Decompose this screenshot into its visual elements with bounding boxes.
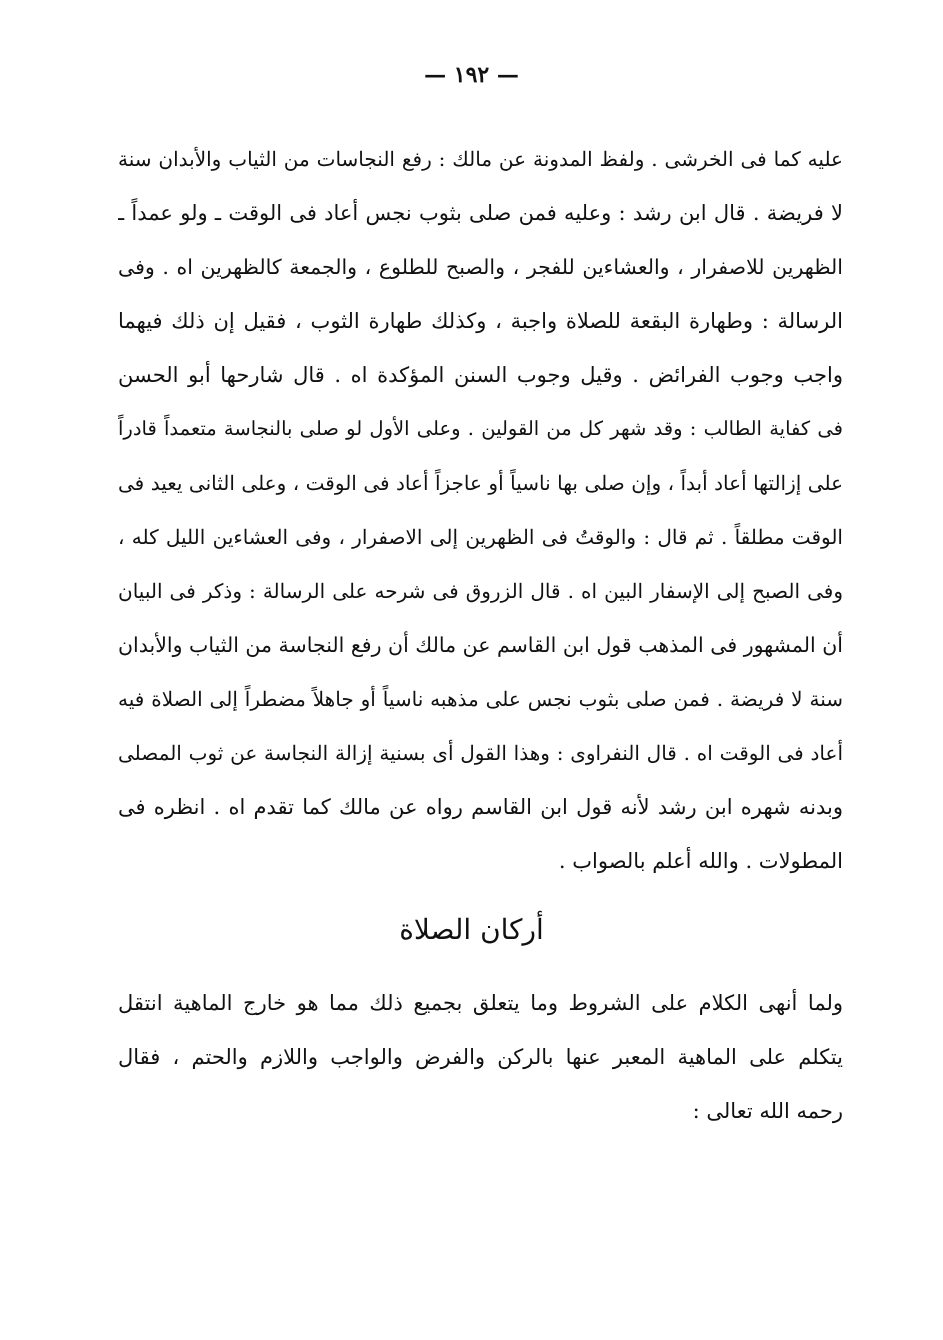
text-line: واجب وجوب الفرائض . وقيل وجوب السنن المؤكدة اه . قال شارحها أبو الحسن: [118, 363, 843, 387]
text-line: يتكلم على الماهية المعبر عنها بالركن والفرض والواجب واللازم والحتم ، فقال: [118, 1045, 843, 1069]
text-line: عليه كما فى الخرشى . ولفظ المدونة عن مالك : رفع النجاسات من الثياب والأبدان سنة: [118, 147, 843, 171]
text-line: على إزالتها أعاد أبداً ، وإن صلى بها ناسياً أو عاجزاً أعاد فى الوقت ، وعلى الثانى يعيد فى: [118, 471, 843, 495]
text-line: الرسالة : وطهارة البقعة للصلاة واجبة ، وكذلك طهارة الثوب ، فقيل إن ذلك فيهما: [118, 309, 843, 333]
text-line: ولما أنهى الكلام على الشروط وما يتعلق بجميع ذلك مما هو خارج الماهية انتقل: [118, 991, 843, 1015]
text-line: رحمه الله تعالى :: [692, 1099, 843, 1123]
text-line: وفى الصبح إلى الإسفار البين اه . قال الزروق فى شرحه على الرسالة : وذكر فى البيان: [118, 579, 843, 603]
text-line: الظهرين للاصفرار ، والعشاءين للفجر ، والصبح للطلوع ، والجمعة كالظهرين اه . وفى: [118, 255, 843, 279]
text-line: أعاد فى الوقت اه . قال النفراوى : وهذا القول أى بسنية إزالة النجاسة عن ثوب المصلى: [118, 741, 843, 765]
text-line: لا فريضة . قال ابن رشد : وعليه فمن صلى بثوب نجس أعاد فى الوقت ـ ولو عمداً ـ: [118, 201, 843, 225]
text-line: أن المشهور فى المذهب قول ابن القاسم عن مالك أن رفع النجاسة من الثياب والأبدان: [118, 633, 843, 657]
text-line: الوقت مطلقاً . ثم قال : والوقتُ فى الظهرين إلى الاصفرار ، وفى العشاءين الليل كله ،: [118, 525, 843, 549]
section-heading: أركان الصلاة: [399, 913, 544, 946]
paragraph-main: [118, 132, 843, 888]
text-line: وبدنه شهره ابن رشد لأنه قول ابن القاسم رواه عن مالك كما تقدم اه . انظره فى: [118, 795, 843, 819]
text-line: فى كفاية الطالب : وقد شهر كل من القولين . وعلى الأول لو صلى بالنجاسة متعمداً قادراً: [118, 417, 843, 440]
paragraph-section: [118, 976, 843, 1138]
text-line: سنة لا فريضة . فمن صلى بثوب نجس على مذهبه ناسياً أو جاهلاً مضطراً إلى الصلاة فيه: [118, 687, 843, 711]
text-line: المطولات . والله أعلم بالصواب .: [558, 849, 843, 873]
page-number: — ١٩٢ —: [424, 62, 519, 88]
